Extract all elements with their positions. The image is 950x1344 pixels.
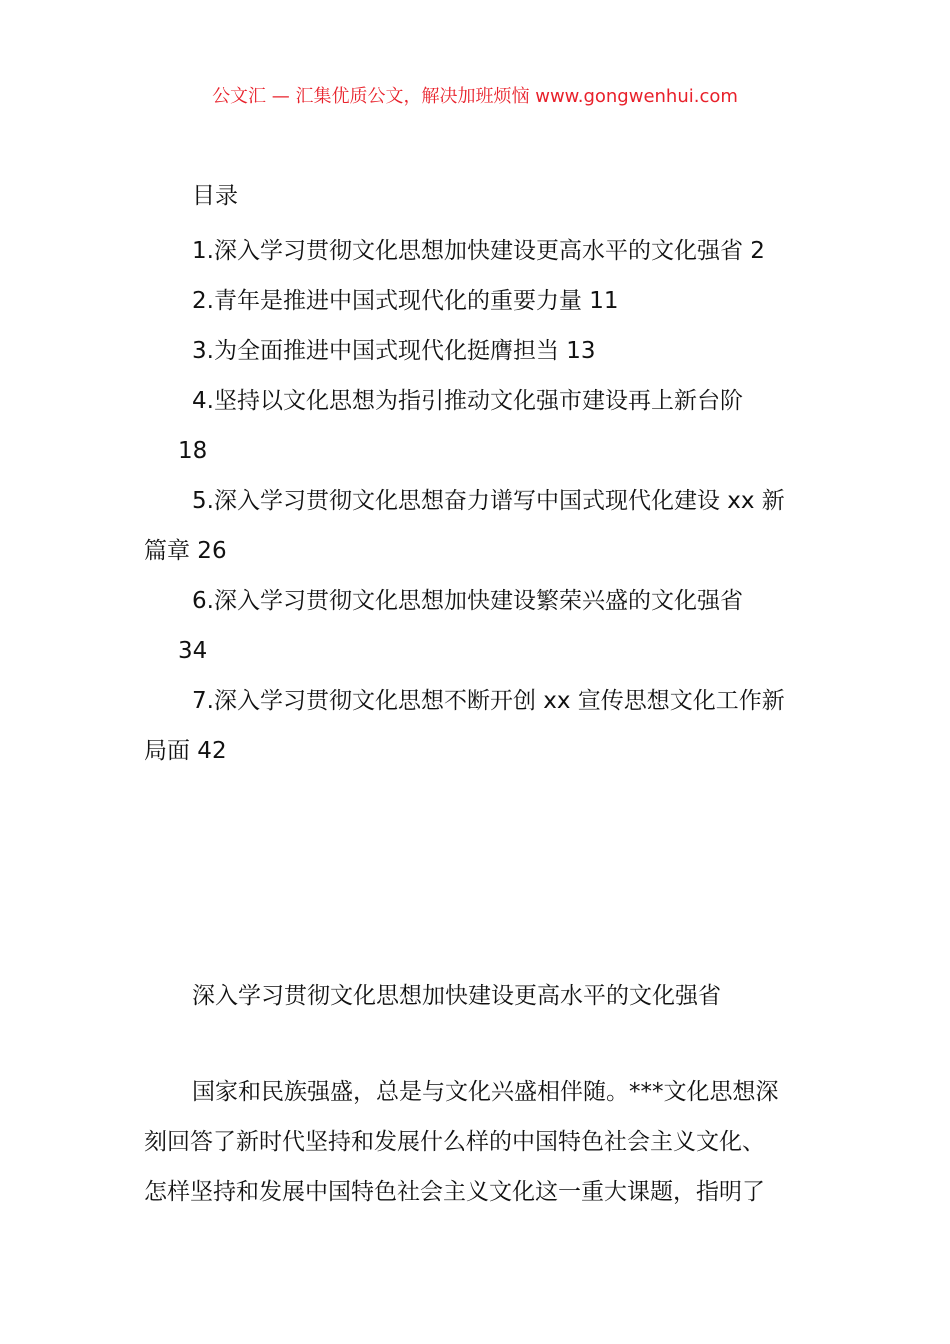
toc-entry-line: 5.深入学习贯彻文化思想奋力谱写中国式现代化建设 xx 新 [192, 488, 785, 514]
toc-entry-line: 6.深入学习贯彻文化思想加快建设繁荣兴盛的文化强省 [192, 588, 743, 614]
paragraph-line: 国家和民族强盛，总是与文化兴盛相伴随。***文化思想深 [192, 1079, 779, 1105]
toc-entry-6 [144, 576, 812, 676]
toc-entry-4 [144, 376, 812, 476]
toc-entry-line: 4.坚持以文化思想为指引推动文化强市建设再上新台阶 [192, 388, 743, 414]
toc-entry-5 [144, 476, 812, 576]
section-heading: 深入学习贯彻文化思想加快建设更高水平的文化强省 [192, 983, 721, 1009]
toc-entry-7 [144, 676, 812, 776]
toc-entry-2 [144, 276, 812, 326]
toc-entry-line: 7.深入学习贯彻文化思想不断开创 xx 宣传思想文化工作新 [192, 688, 785, 714]
toc-entry-1 [144, 226, 812, 276]
toc-entry-line: 2.青年是推进中国式现代化的重要力量 11 [192, 288, 619, 314]
toc-entry-3 [144, 326, 812, 376]
toc-entry-line: 1.深入学习贯彻文化思想加快建设更高水平的文化强省 2 [192, 238, 765, 264]
toc-title: 目录 [192, 183, 238, 209]
toc-entry-line-continued: 篇章 26 [144, 538, 227, 564]
toc-entry-line: 3.为全面推进中国式现代化挺膺担当 13 [192, 338, 596, 364]
toc-entry-line-continued: 局面 42 [144, 738, 227, 764]
paragraph-line: 怎样坚持和发展中国特色社会主义文化这一重大课题，指明了 [144, 1179, 765, 1205]
watermark-header: 公文汇 — 汇集优质公文，解决加班烦恼 www.gongwenhui.com [212, 86, 738, 107]
body-paragraph [144, 1067, 812, 1217]
toc-entry-page: 18 [178, 438, 208, 464]
paragraph-line: 刻回答了新时代坚持和发展什么样的中国特色社会主义文化、 [144, 1129, 765, 1155]
toc-entry-page: 34 [178, 638, 208, 664]
table-of-contents [144, 176, 812, 776]
